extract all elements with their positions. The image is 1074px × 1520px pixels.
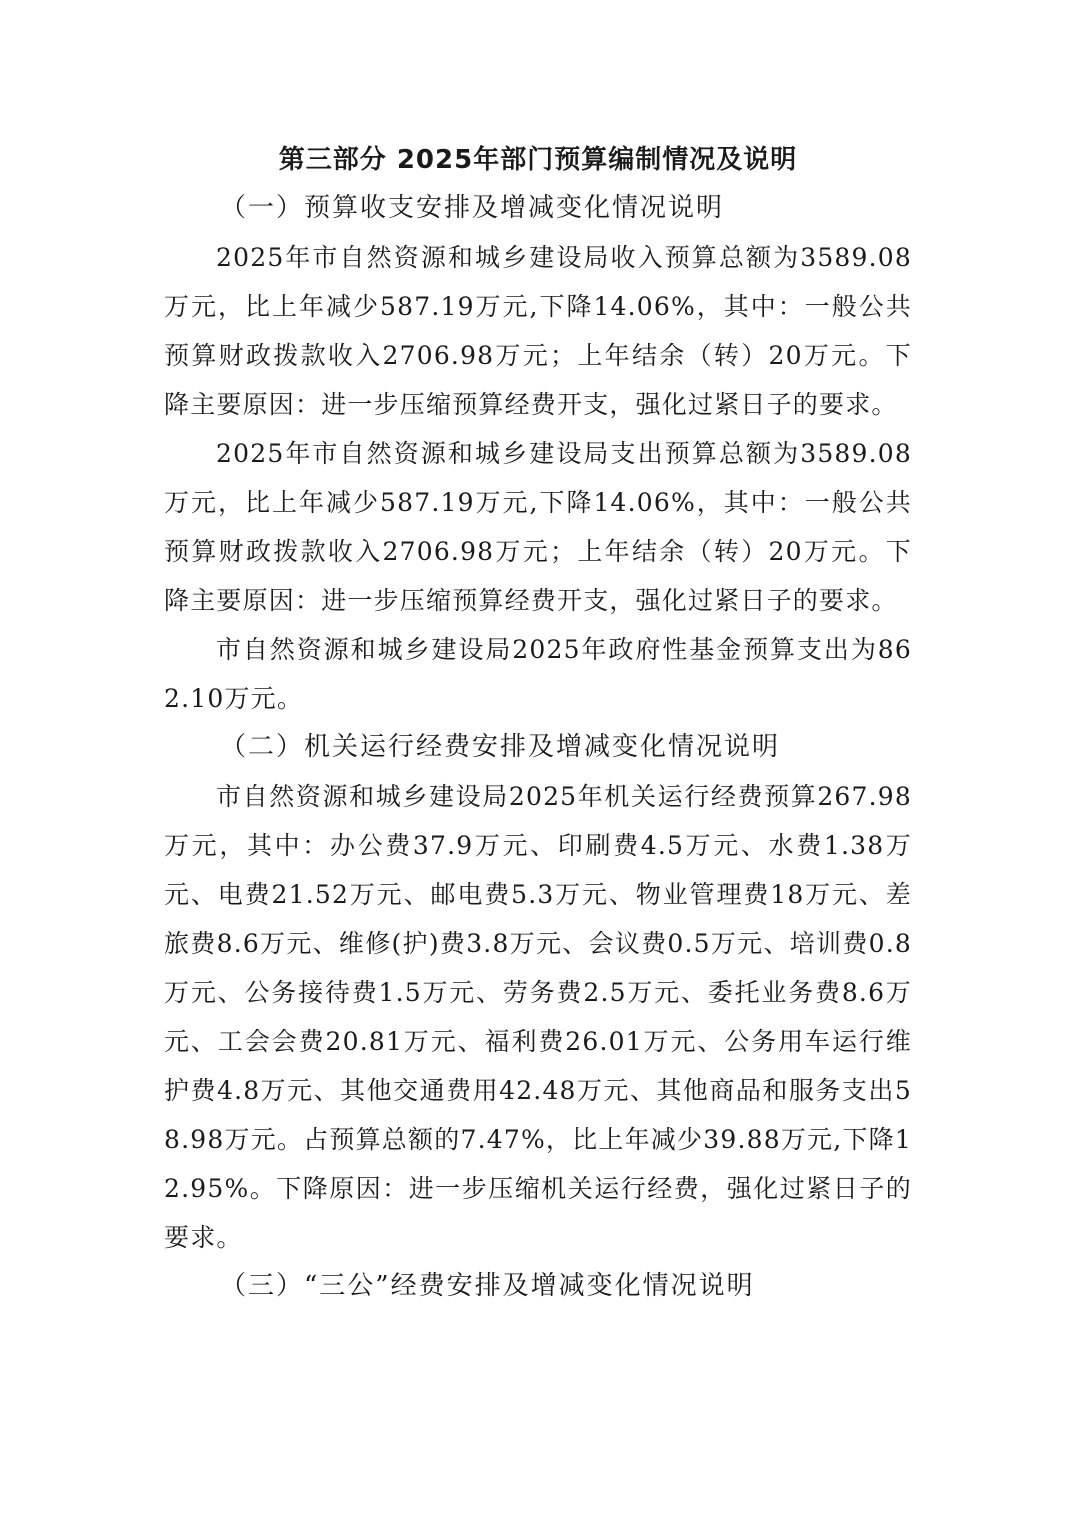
section-heading-three-public: （三）“三公”经费安排及增减变化情况说明 — [220, 1271, 755, 1301]
section-heading-operating-costs: （二）机关运行经费安排及增减变化情况说明 — [220, 732, 781, 762]
paragraph-expenditure-budget: 2025年市自然资源和城乡建设局支出预算总额为3589.08万元，比上年减少587.19万元,下降14.06%，其中：一般公共预算财政拨款收入2706.98万元；上年结余（转）20万元。下降主要原因：进一步压缩预算经费开支，强化过紧日子的要求。 — [164, 439, 912, 615]
document-page — [164, 136, 912, 1311]
section-heading-budget: （一）预算收支安排及增减变化情况说明 — [220, 193, 725, 223]
paragraph-revenue-budget: 2025年市自然资源和城乡建设局收入预算总额为3589.08万元，比上年减少587.19万元,下降14.06%，其中：一般公共预算财政拨款收入2706.98万元；上年结余（转）20万元。下降主要原因：进一步压缩预算经费开支，强化过紧日子的要求。 — [164, 243, 912, 419]
paragraph-operating-costs: 市自然资源和城乡建设局2025年机关运行经费预算267.98万元，其中：办公费37.9万元、印刷费4.5万元、水费1.38万元、电费21.52万元、邮电费5.3万元、物业管理费18万元、差旅费8.6万元、维修(护)费3.8万元、会议费0.5万元、培训费0.8万元、公务接待费1.5万元、劳务费2.5万元、委托业务费8.6万元、工会会费20.81万元、福利费26.01万元、公务用车运行维护费4.8万元、其他交通费用42.48万元、其他商品和服务支出58.98万元。占预算总额的7.47%，比上年减少39.88万元,下降12.95%。下降原因：进一步压缩机关运行经费，强化过紧日子的要求。 — [164, 782, 912, 1252]
page-title: 第三部分 2025年部门预算编制情况及说明 — [278, 145, 798, 175]
paragraph-government-fund: 市自然资源和城乡建设局2025年政府性基金预算支出为862.10万元。 — [164, 635, 912, 713]
